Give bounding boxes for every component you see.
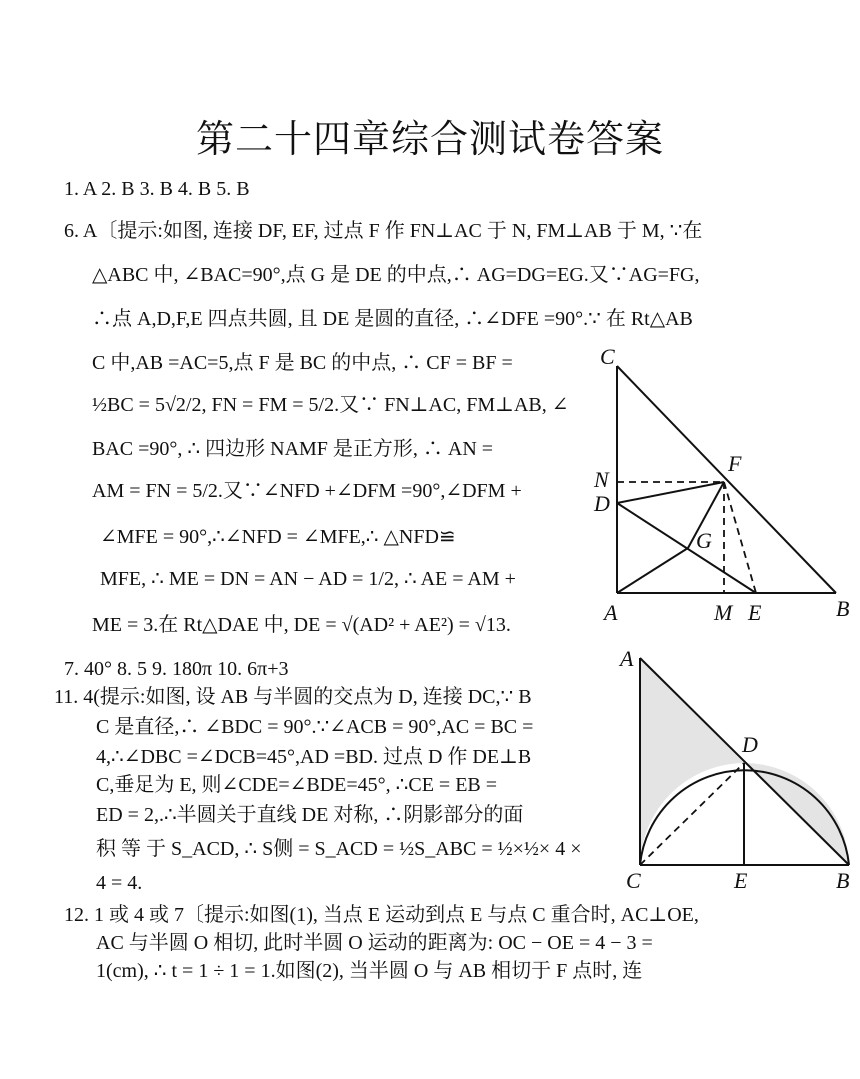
label-D: D xyxy=(594,491,610,516)
label-E2: E xyxy=(734,868,748,893)
label-A2: A xyxy=(620,646,634,671)
page-title: 第二十四章综合测试卷答案 xyxy=(195,117,664,161)
answer-line: 4,∴∠DBC =∠DCB=45°,AD =BD. 过点 D 作 DE⊥B xyxy=(96,746,532,768)
answer-line: 7. 40° 8. 5 9. 180π 10. 6π+3 xyxy=(64,658,289,680)
answer-line: 4 = 4. xyxy=(96,872,143,894)
shaded-region-left xyxy=(640,658,744,865)
label-C2: C xyxy=(626,868,641,893)
answer-line: ED = 2,.∴半圆关于直线 DE 对称, ∴阴影部分的面 xyxy=(96,804,524,826)
answer-line: 12. 1 或 4 或 7〔提示:如图(1), 当点 E 运动到点 E 与点 C 重合时, AC⊥OE, xyxy=(64,904,699,926)
label-A: A xyxy=(604,600,618,625)
answer-line: 积 等 于 S_ACD, ∴ S侧 = S_ACD = ½S_ABC = ½×½× 4 × xyxy=(96,838,582,860)
answer-line: ME = 3.在 Rt△DAE 中, DE = √(AD² + AE²) = √13. xyxy=(92,614,511,636)
answer-line: C 中,AB =AC=5,点 F 是 BC 的中点, ∴ CF = BF = xyxy=(92,352,513,374)
answer-line: ½BC = 5√2/2, FN = FM = 5/2.又∵ FN⊥AC, FM⊥AB, ∠ xyxy=(92,394,569,416)
answer-line: 1. A 2. B 3. B 4. B 5. B xyxy=(64,178,250,200)
label-N: N xyxy=(594,467,609,492)
answer-line: 11. 4(提示:如图, 设 AB 与半圆的交点为 D, 连接 DC,∵ B xyxy=(54,686,532,708)
answer-line: BAC =90°, ∴ 四边形 NAMF 是正方形, ∴ AN = xyxy=(92,438,494,460)
answer-line: △ABC 中, ∠BAC=90°,点 G 是 DE 的中点,∴ AG=DG=EG.又∵AG=FG, xyxy=(92,264,700,286)
answer-line: 6. A〔提示:如图, 连接 DF, EF, 过点 F 作 FN⊥AC 于 N, FM⊥AB 于 M, ∵在 xyxy=(64,220,703,242)
answer-line: 1(cm), ∴ t = 1 ÷ 1 = 1.如图(2), 当半圆 O 与 AB 相切于 F 点时, 连 xyxy=(96,960,643,982)
answer-line: C,垂足为 E, 则∠CDE=∠BDE=45°, ∴CE = EB = xyxy=(96,774,498,796)
label-G: G xyxy=(696,528,712,553)
label-F: F xyxy=(728,451,742,476)
label-B2: B xyxy=(836,868,850,893)
answer-line: AM = FN = 5/2.又∵∠NFD +∠DFM =90°,∠DFM + xyxy=(92,480,522,502)
label-M: M xyxy=(714,600,733,625)
label-E: E xyxy=(748,600,762,625)
answer-line: AC 与半圆 O 相切, 此时半圆 O 运动的距离为: OC − OE = 4 − 3 = xyxy=(96,932,653,954)
answer-line: ∴点 A,D,F,E 四点共圆, 且 DE 是圆的直径, ∴∠DFE =90°.∵ 在 Rt△AB xyxy=(92,308,693,330)
answer-line: ∠MFE = 90°,∴∠NFD = ∠MFE,∴ △NFD≌ xyxy=(100,526,456,548)
label-D2: D xyxy=(742,732,758,757)
answer-line: C 是直径,∴ ∠BDC = 90°.∵∠ACB = 90°,AC = BC = xyxy=(96,716,534,738)
answer-line: MFE, ∴ ME = DN = AN − AD = 1/2, ∴ AE = AM + xyxy=(100,568,516,590)
label-B: B xyxy=(836,596,850,621)
label-C: C xyxy=(600,344,615,369)
